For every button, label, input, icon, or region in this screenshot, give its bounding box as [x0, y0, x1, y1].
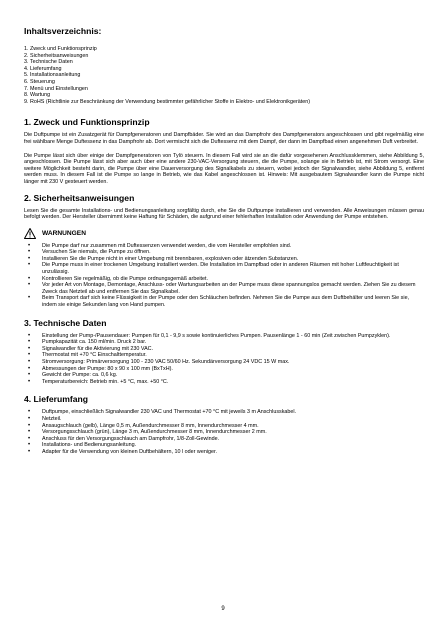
- list-item: • Pumpkapazität ca. 150 ml/min. Druck 2 bar.: [24, 339, 424, 346]
- paragraph: Lesen Sie die gesamte Installations- und Bedienungsanleitung sorgfältig durch, ehe Sie die Duftpumpe installieren und verwenden. Alle Anweisungen müssen genau befolgt werden. Der Hersteller übernimmt keine Haftung für Schäden, die aufgrund einer fehlerhaften Installation oder Anwendung der Pumpe entstehen.: [24, 207, 424, 221]
- list-item: • Temperaturbereich: Betrieb min. +5 °C, max. +50 °C.: [24, 379, 424, 386]
- list-item: • Installations- und Bedienungsanleitung.: [24, 442, 424, 449]
- list-item: • Beim Transport darf sich keine Flüssigkeit in der Pumpe oder den Schläuchen befinden. Nehmen Sie die Pumpe aus dem Duftbehälter und leeren Sie sie, indem sie einige Sekunden lang von Hand pumpen.: [24, 295, 424, 308]
- document-page: [24, 26, 424, 465]
- section-heading: 1. Zweck und Funktionsprinzip: [24, 117, 150, 128]
- list-item: • Gewicht der Pumpe: ca. 0,6 kg.: [24, 372, 424, 379]
- warning-header: [24, 228, 424, 239]
- toc-item: 8. Wartung: [24, 92, 51, 99]
- warning-triangle-icon: [24, 228, 36, 239]
- toc-item: 7. Menü und Einstellungen: [24, 85, 88, 92]
- list-item: • Kontrollieren Sie regelmäßig, ob die Pumpe ordnungsgemäß arbeitet.: [24, 276, 424, 283]
- list-item: • Duftpumpe, einschließlich Signalwandler 230 VAC und Thermostat +70 °C mit jeweils 3 m Anschlusskabel.: [24, 409, 424, 416]
- list-item: • Anschluss für den Versorgungsschlauch am Dampfrohr, 1/8-Zoll-Gewinde.: [24, 436, 424, 443]
- toc-item: 9. RoHS (Richtlinie zur Beschränkung der Verwendung bestimmter gefährlicher Stoffe in Elektro- und Elektronikgeräten): [24, 98, 311, 105]
- toc-item: 3. Technische Daten: [24, 59, 73, 66]
- section-heading: 2. Sicherheitsanweisungen: [24, 192, 135, 203]
- toc-item: 6. Steuerung: [24, 78, 55, 85]
- toc-item: 4. Lieferumfang: [24, 65, 62, 72]
- toc-item: 1. Zweck und Funktionsprinzip: [24, 46, 97, 52]
- list-item: • Adapter für die Verwendung von kleinen Duftbehältern, 10 l oder weniger.: [24, 449, 424, 456]
- toc-title: Inhaltsverzeichnis:: [24, 26, 102, 36]
- list-item: • Netzteil.: [24, 416, 424, 423]
- tech-data-list: [24, 333, 424, 386]
- list-item: • Abmessungen der Pumpe: 80 x 90 x 100 mm (BxTxH).: [24, 366, 424, 373]
- section-heading: 4. Lieferumfang: [24, 394, 88, 405]
- paragraph: Die Duftpumpe ist ein Zusatzgerät für Dampfgeneratoren und Dampfbäder. Sie wird an das Dampfrohr des Dampfgenerators angeschlossen und gibt regelmäßig eine frei wählbare Menge Duftessenz in das Dampfrohr ab. Dort vermischt sich die Duftessenz mit dem Dampf, der dann im Dampfbad einen angenehmen Duft verbreitet.: [24, 132, 424, 145]
- paragraph: Die Pumpe lässt sich über einige der Dampfgeneratoren von Tylö steuern. In diesem Fall wird sie an die dafür vorgesehenen Anschlussklemmen, siehe Abbildung 5, angeschlossen. Die Pumpe lässt sich aber auch über eine andere 230-VAC-Versorgung steuern, die die Pumpe, solange sie in Betrieb ist, mit Strom versorgt. Eine weitere Möglichkeit besteht darin, die Pumpe über eine Dauerversorgung des Signalkabels zu steuern, wobei jedoch der Signalwandler, siehe Abbildung 5, entfernt werden muss. In diesem Fall ist die Pumpe so lange in Betrieb, wie das Kabel angeschlossen ist. Hinweis: Mit ausgebautem Signalwandler kann die Pumpe nicht länger mit 230 V gesteuert werden.: [24, 152, 424, 185]
- list-item: • Signalwandler für die Aktivierung mit 230 VAC.: [24, 346, 424, 353]
- warning-title: WARNUNGEN: [42, 229, 86, 237]
- delivery-list: [24, 409, 424, 455]
- list-item: • Versuchen Sie niemals, die Pumpe zu öffnen.: [24, 249, 424, 256]
- list-item: • Thermostat mit +70 °C Einschalttemperatur.: [24, 352, 424, 359]
- list-item: • Versorgungsschlauch (grün), Länge 3 m, Außendurchmesser 8 mm, Innendurchmesser 2 mm.: [24, 429, 424, 436]
- section-heading: 3. Technische Daten: [24, 317, 107, 328]
- list-item: • Einstellung der Pump-/Pausendauer: Pumpen für 0,1 - 9,9 s sowie kontinuierliches Pumpen. Pausenlänge 1 - 60 min (Zeit zwischen Pumpzyklen).: [24, 333, 424, 340]
- list-item: • Die Pumpe muss in einer trockenen Umgebung installiert werden. Die Installation im Dampfbad oder in anderen Räumen mit hoher Luftfeuchtigkeit ist unzulässig.: [24, 262, 424, 275]
- list-item: • Stromversorgung: Primärversorgung 100 - 230 VAC 50/60 Hz. Sekundärversorgung 24 VDC 15 W max.: [24, 359, 424, 366]
- toc-item: 2. Sicherheitsanweisungen: [24, 52, 89, 59]
- page-number: 9: [221, 606, 225, 612]
- list-item: • Installieren Sie die Pumpe nicht in einer Umgebung mit brennbaren, explosiven oder ätzenden Substanzen.: [24, 256, 424, 263]
- table-of-contents: [24, 46, 424, 105]
- warning-list: [24, 243, 424, 309]
- list-item: • Ansaugschlauch (gelb), Länge 0,5 m, Außendurchmesser 8 mm, Innendurchmesser 4 mm.: [24, 423, 424, 430]
- list-item: • Vor jeder Art von Montage, Demontage, Anschluss- oder Wartungsarbeiten an der Pumpe muss diese spannungslos gemacht werden. Ziehen Sie zu diesem Zweck das Netzteil ab und entfernen Sie das Signalkabel.: [24, 282, 424, 295]
- list-item: • Die Pumpe darf nur zusammen mit Duftessenzen verwendet werden, die vom Hersteller empfohlen sind.: [24, 243, 424, 250]
- toc-item: 5. Installationsanleitung: [24, 72, 81, 79]
